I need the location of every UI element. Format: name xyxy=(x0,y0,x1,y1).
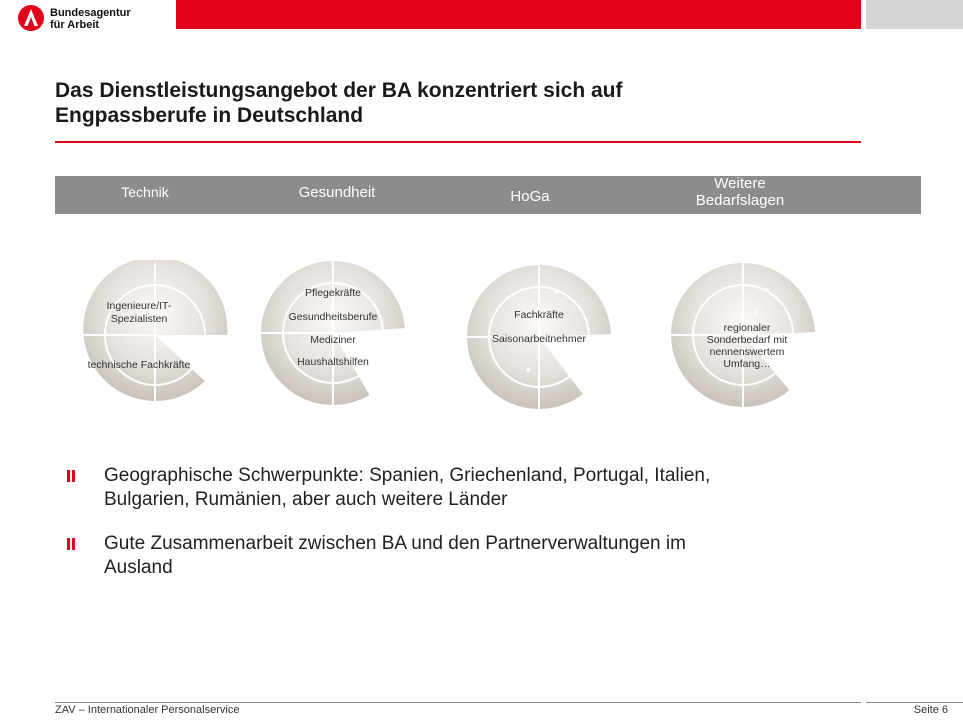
footer-divider-right xyxy=(866,702,963,703)
category-hoga: HoGa xyxy=(510,188,550,205)
bullet-text-2 xyxy=(104,532,894,580)
wheel-technik xyxy=(80,260,230,410)
page-number: Seite 6 xyxy=(913,704,948,716)
footer-org-label: ZAV – Internationaler Personalservice xyxy=(55,704,240,716)
wheel-technik-label-1: Ingenieure/IT- xyxy=(106,300,172,312)
bullet-2-line-1: Gute Zusammenarbeit zwischen BA und den Partnerverwaltungen im xyxy=(104,533,686,554)
wheel-gesundheit-graphic xyxy=(258,258,408,408)
wheel-hoga-label-2: Saisonarbeitnehmer xyxy=(492,333,586,345)
ba-logo-text xyxy=(50,7,131,31)
wheel-gesundheit-label-2: Gesundheitsberufe xyxy=(288,311,378,323)
footer-divider-left xyxy=(55,702,861,703)
header-red-band xyxy=(176,0,861,29)
page-title-line-2: Engpassberufe in Deutschland xyxy=(55,104,364,127)
bullet-1-line-2: Bulgarien, Rumänien, aber auch weitere Länder xyxy=(104,489,508,510)
wheel-gesundheit-label-4: Haushaltshilfen xyxy=(297,356,369,368)
category-technik: Technik xyxy=(121,184,169,200)
page-title xyxy=(55,78,855,128)
wheel-weitere xyxy=(668,260,818,410)
wheel-technik-graphic xyxy=(80,260,230,410)
page-title-line-1: Das Dienstleistungsangebot der BA konzentriert sich auf xyxy=(55,79,623,102)
category-weitere-line-2: Bedarfslagen xyxy=(695,192,785,209)
wheel-hoga-label-1: Fachkräfte xyxy=(514,309,564,321)
wheel-weitere-label-2: Sonderbedarf mit xyxy=(706,334,788,346)
category-gesundheit: Gesundheit xyxy=(298,184,376,201)
ba-logo xyxy=(18,5,178,45)
wheel-gesundheit xyxy=(258,258,408,408)
bullet-marker-icon xyxy=(67,538,76,550)
logo-line-1: Bundesagentur xyxy=(50,7,131,19)
category-weitere-line-1: Weitere xyxy=(714,175,766,192)
wheel-weitere-label-1: regionaler xyxy=(723,322,771,334)
wheel-weitere-label-3: nennenswertem xyxy=(709,346,785,358)
title-divider xyxy=(55,141,861,143)
bullet-text-1 xyxy=(104,464,894,512)
ba-logo-icon xyxy=(18,5,44,31)
wheel-technik-label-2: Spezialisten xyxy=(110,313,168,325)
logo-line-2: für Arbeit xyxy=(50,19,100,31)
bullet-2-line-2: Ausland xyxy=(104,557,173,578)
category-weitere-bedarfslagen xyxy=(665,175,815,209)
wheel-gesundheit-label-3: Mediziner xyxy=(310,334,356,346)
wheel-technik-label-3: technische Fachkräfte xyxy=(87,359,191,371)
wheel-hoga xyxy=(464,262,614,412)
wheel-weitere-label-4: Umfang… xyxy=(723,358,771,370)
wheel-gesundheit-label-1: Pflegekräfte xyxy=(304,287,362,299)
bullet-1-line-1: Geographische Schwerpunkte: Spanien, Griechenland, Portugal, Italien, xyxy=(104,465,711,486)
bullet-marker-icon xyxy=(67,470,76,482)
header-grey-band xyxy=(866,0,963,29)
